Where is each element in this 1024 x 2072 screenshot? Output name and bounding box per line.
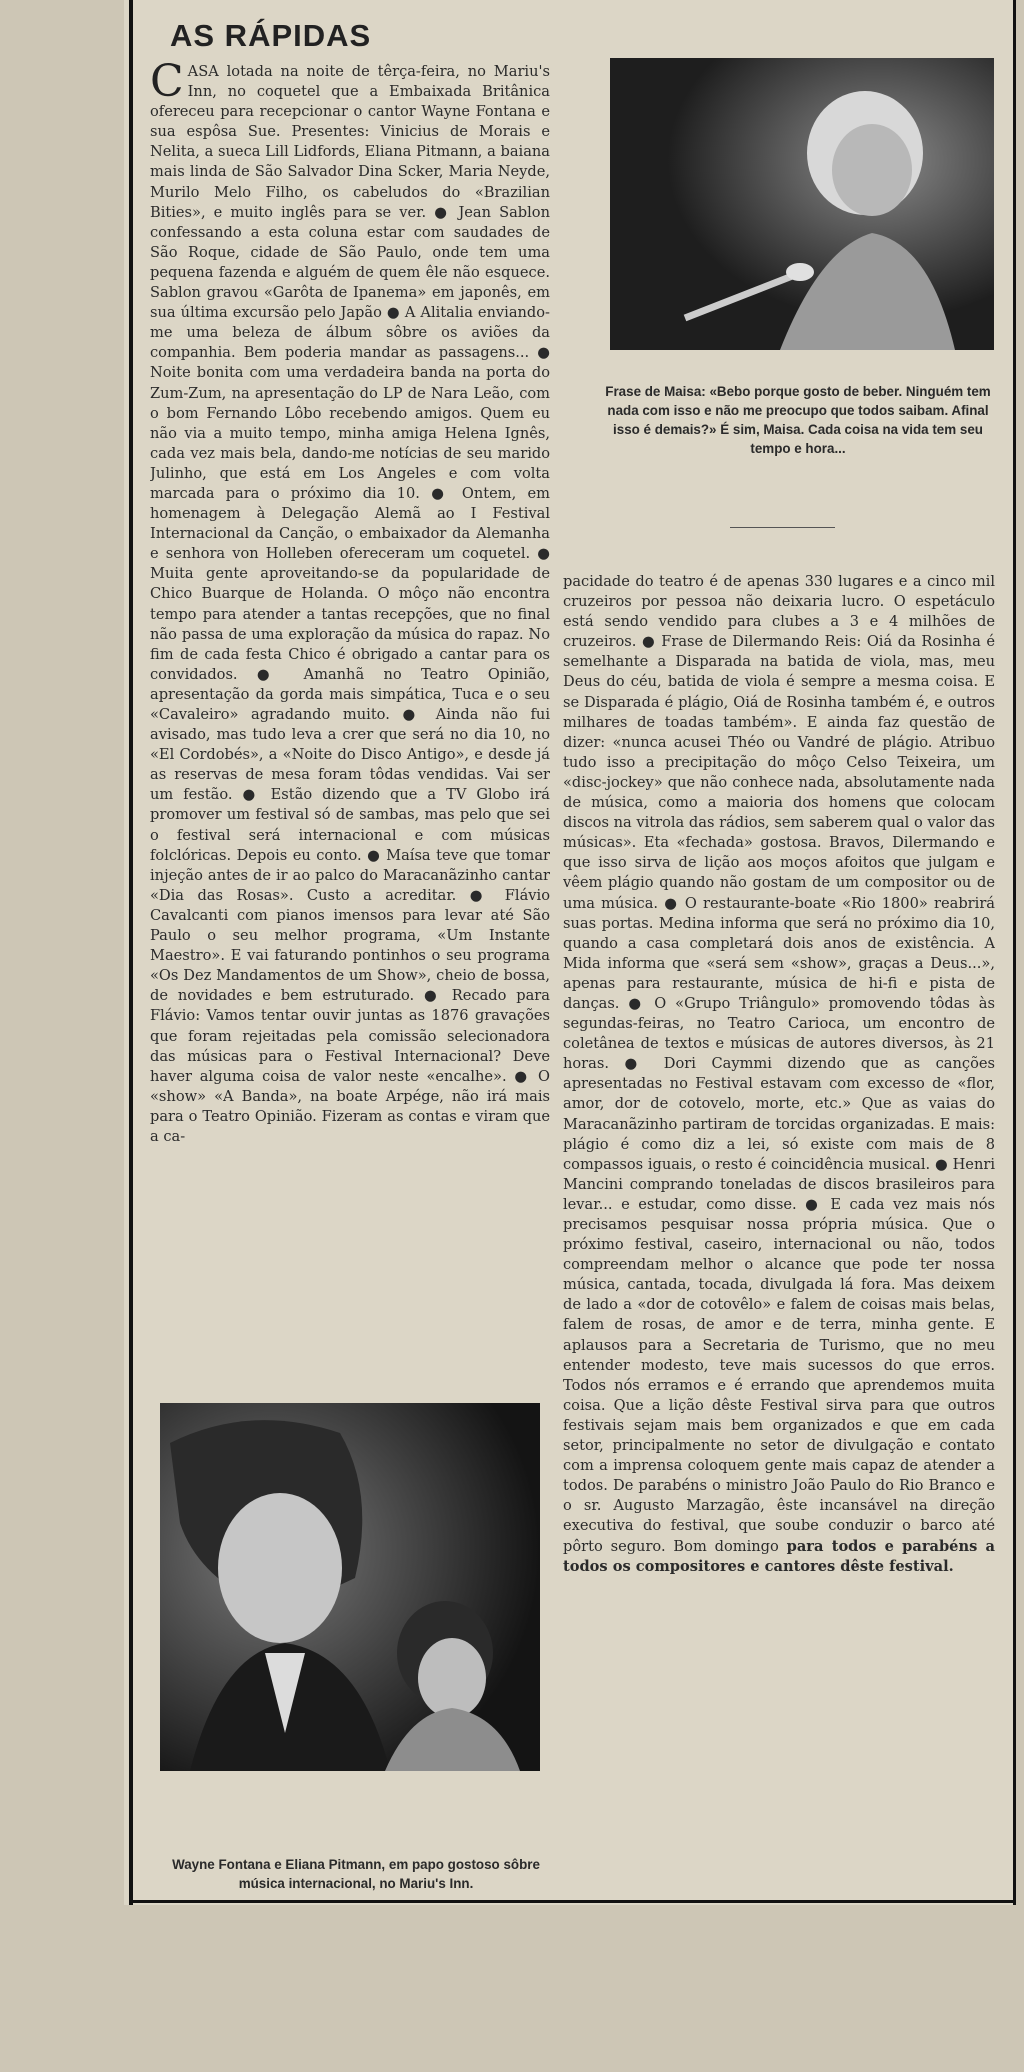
maisa-photo-image	[610, 58, 994, 350]
photo-wayne-eliana	[160, 1403, 540, 1771]
column-two-body: pacidade do teatro é de apenas 330 lugares e a cinco mil cruzeiros por pessoa não deixaria lucro. O espetáculo está sendo vendido para clubes a 3 e 4 milhões de cruzeiros. ● Frase de Dilermando Reis: Oiá da Rosinha é semelhante a Disparada na batida de viola, mas, meu Deus do céu, batida de viola é sempre a mesma coisa. E se Disparada é plágio, Oiá de Rosinha também é, e outros milhares de toadas também». E ainda faz questão de dizer: «nunca acusei Théo ou Vandré de plágio. Atribuo tudo isso a precipitação do môço Celso Teixeira, um «disc-jockey» que não conhece nada, absolutamente nada de música, como a maioria dos homens que colocam discos na vitrola das rádios, sem saberem qual o valor das músicas». Eta «fechada» gostosa. Bravos, Dilermando e que isso sirva de lição aos moços afoitos que julgam e vêem plágio quando não gostam de um compositor ou de uma música. ● O restaurante-boate «Rio 1800» reabrirá suas portas. Medina informa que será no próximo dia 10, quando a casa completará dois anos de existência. A Mida informa que «será sem «show», graças a Deus...», apenas para restaurante, música de hi-fi e pista de danças. ● O «Grupo Triângulo» promovendo tôdas às segundas-feiras, no Teatro Carioca, um encontro de coletânea de textos e músicas de autores diversos, às 21 horas. ● Dori Caymmi dizendo que as canções apresentadas no Festival estavam com excesso de «flor, amor, dor de cotovelo, morte, etc.» Que as vaias do Maracanãzinho partiram de torcidas organizadas. E mais: plágio é como diz a lei, só existe com mais de 8 compassos iguais, o resto é coincidência musical. ● Henri Mancini comprando toneladas de discos brasileiros para levar... e estudar, como disse. ● E cada vez mais nós precisamos pesquisar nossa própria música. Que o próximo festival, caseiro, internacional ou não, todos compreendam melhor o alcance que pode ter nossa música, cantada, tocada, divulgada lá fora. Mas deixem de lado a «dor de cotovêlo» e falem de coisas mais belas, falem de rosas, de amor e de terra, minha gente. E aplausos para a Secretaria de Turismo, que no meu entender modesto, teve mais sucessos do que erros. Todos nós erramos e é errando que aprendemos muita coisa. Que a lição dêste Festival sirva para que outros festivais sejam mais bem organizados e que em cada setor, principalmente no setor de divulgação e contato com a imprensa coloquem gente mais capaz de atender a todos. De parabéns o ministro João Paulo do Rio Branco e o sr. Augusto Marzagão, êste incansável na direção executiva do festival, que soube conduzir o barco até pôrto seguro. Bom domingo	[563, 573, 995, 1555]
column-title: AS RÁPIDAS	[170, 18, 372, 53]
right-column-rule	[1013, 0, 1016, 1905]
bottom-rule	[129, 1900, 1016, 1903]
photo-maisa	[610, 58, 994, 350]
drop-cap: C	[150, 62, 184, 107]
column-two-closing: para todos e parabéns a todos os compositores e cantores dêste festival.	[563, 1537, 995, 1575]
caption-maisa: Frase de Maisa: «Bebo porque gosto de beber. Ninguém tem nada com isso e não me preocupo que todos saibam. Afinal isso é demais?» É sim, Maisa. Cada coisa na vida tem seu tempo e hora...	[605, 384, 991, 456]
column-one-body: ASA lotada na noite de têrça-feira, no Mariu's Inn, no coquetel que a Embaixada Britânica ofereceu para recepcionar o cantor Wayne Fontana e sua espôsa Sue. Presentes: Vinicius de Morais e Nelita, a sueca Lill Lidfords, Eliana Pitmann, a baiana mais linda de São Salvador Dina Scker, Maria Neyde, Murilo Melo Filho, os cabeludos do «Brazilian Bities», e muito inglês para se ver. ● Jean Sablon confessando a esta coluna estar com saudades de São Roque, cidade de São Paulo, onde tem uma pequena fazenda e alguém de quem êle não esquece. Sablon gravou «Garôta de Ipanema» em japonês, em sua última excursão pelo Japão ● A Alitalia enviando-me uma beleza de álbum sôbre os aviões da companhia. Bem poderia mandar as passagens... ● Noite bonita com uma verdadeira banda na porta do Zum-Zum, na apresentação do LP de Nara Leão, com o bom Fernando Lôbo recebendo amigos. Quem eu não via a muito tempo, minha amiga Helena Ignês, cada vez mais bela, dando-me notícias de seu marido Julinho, que está em Los Angeles e com volta marcada para o próximo dia 10. ● Ontem, em homenagem à Delegação Alemã ao I Festival Internacional da Canção, o embaixador da Alemanha e senhora von Holleben ofereceram um coquetel. ● Muita gente aproveitando-se da popularidade de Chico Buarque de Holanda. O môço não encontra tempo para atender a tantas recepções, que no final não passa de uma exploração da música do rapaz. No fim de cada festa Chico é obrigado a cantar para os convidados. ● Amanhã no Teatro Opinião, apresentação da gorda mais simpática, Tuca e o seu «Cavaleiro» agradando muito. ● Ainda não fui avisado, mas tudo leva a crer que será no dia 10, no «El Cordobés», a «Noite do Disco Antigo», e desde já as reservas de mesa foram tôdas vendidas. Vai ser um festão. ● Estão dizendo que a TV Globo irá promover um festival só de sambas, mas pelo que sei o festival será internacional e com músicas folclóricas. Depois eu conto. ● Maísa teve que tomar injeção antes de ir ao palco do Maracanãzinho cantar «Dia das Rosas». Custo a acreditar. ● Flávio Cavalcanti com pianos imensos para levar até São Paulo o seu melhor programa, «Um Instante Maestro». E vai faturando pontinhos o seu programa «Os Dez Mandamentos de um Show», cheio de bossa, de novidades e bem estruturado. ● Recado para Flávio: Vamos tentar ouvir juntas as 1876 gravações que foram rejeitadas pela comissão selecionadora das músicas para o Festival Internacional? Deve haver alguma coisa de valor neste «encalhe». ● O «show» «A Banda», na boate Arpége, não irá mais para o Teatro Opinião. Fizeram as contas e viram que a ca-	[150, 63, 550, 1145]
wayne-eliana-photo-image	[160, 1403, 540, 1771]
caption-wayne-eliana: Wayne Fontana e Eliana Pitmann, em papo gostoso sôbre música internacional, no Mariu's Inn.	[172, 1857, 540, 1891]
column-two-text	[563, 572, 995, 1897]
column-one-text	[150, 62, 550, 1362]
left-column-rule	[129, 0, 133, 1905]
section-divider	[730, 527, 835, 528]
